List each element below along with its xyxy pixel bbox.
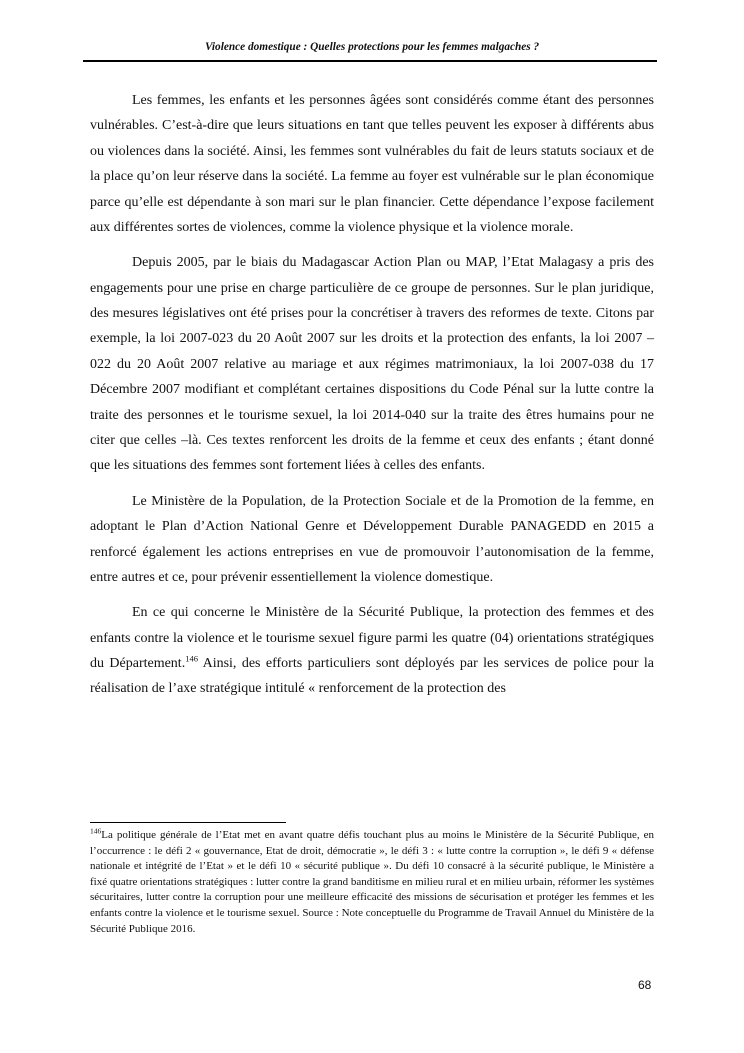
paragraph-4-text-start: En ce qui concerne le Ministère de la Sécurité Publique, la protection des femmes et des enfants contre la violence et le tourisme sexuel figure parmi les quatre (04) orientations stratégiques du Département. — [90, 605, 654, 671]
footnote-separator — [90, 822, 286, 823]
paragraph-2: Depuis 2005, par le biais du Madagascar Action Plan ou MAP, l’Etat Malagasy a pris des engagements pour une prise en charge particulière de ce groupe de personnes. Sur le plan juridique, des mesures législatives ont été prises pour la concrétiser à travers des reformes de texte. Citons par exemple, la loi 2007-023 du 20 Août 2007 sur les droits et la protection des enfants, la loi 2007 – 022 du 20 Août 2007 relative au mariage et aux régimes matrimoniaux, la loi 2007-038 du 17 Décembre 2007 modifiant et complétant certaines dispositions du Code Pénal sur la lutte contre la traite des personnes et le tourisme sexuel, la loi 2014-040 sur la traite des êtres humains pour ne citer que celles –là. Ces textes renforcent les droits de la femme et ceux des enfants ; étant donné que les situations des femmes sont fortement liées à celles des enfants. — [90, 255, 654, 474]
paragraph-3: Le Ministère de la Population, de la Protection Sociale et de la Promotion de la femme, en adoptant le Plan d’Action National Genre et Développement Durable PANAGEDD en 2015 a renforcé également les actions entreprises en vue de promouvoir l’autonomisation de la femme, entre autres et ce, pour prévenir essentiellement la violence domestique. — [90, 493, 654, 585]
paragraph-1: Les femmes, les enfants et les personnes âgées sont considérés comme étant des personnes vulnérables. C’est-à-dire que leurs situations en tant que telles peuvent les exposer à différents abus ou violences dans la société. Ainsi, les femmes sont vulnérables du fait de leurs statuts sociaux et de la place qu’on leur réserve dans la société. La femme au foyer est vulnérable sur le plan économique parce qu’elle est dépendante à son mari sur le plan financier. Cette dépendance l’expose facilement aux différentes sortes de violences, comme la violence physique et la violence morale. — [90, 93, 654, 236]
footnote-text: La politique générale de l’Etat met en avant quatre défis touchant plus au moins le Ministère de la Sécurité Publique, en l’occurrence : le défi 2 « gouvernance, Etat de droit, démocratie », le défi 3 : « lutte contre la corruption », le défi 9 « défense nationale et intégrité de l’Etat » et le défi 10 « sécurité publique ». Du défi 10 consacré à la sécurité publique, le Ministère a fixé quatre orientations stratégiques : lutter contre la grand banditisme en milieu rural et en milieu urbain, réformer les systèmes sécuritaires, lutter contre la corruption pour une meilleure efficacité des missions de sécurisation et protéger les femmes et les enfants contre la violence et le tourisme sexuel. Source : Note conceptuelle du Programme de Travail Annuel du Ministère de la Sécurité Publique 2016. — [90, 829, 654, 935]
page-number: 68 — [638, 978, 652, 992]
running-header: Violence domestique : Quelles protections pour les femmes malgaches ? — [205, 41, 540, 53]
footnote-reference[interactable]: 146 — [185, 653, 198, 664]
body-text — [90, 88, 654, 712]
paragraph-4 — [90, 600, 654, 702]
footnote-146 — [90, 828, 654, 937]
paragraph-4-text-end: Ainsi, des efforts particuliers sont déployés par les services de police pour la réalisation de l’axe stratégique intitulé « renforcement de la protection des — [90, 655, 654, 697]
footnote-number: 146 — [90, 826, 102, 836]
header-rule — [83, 60, 657, 62]
